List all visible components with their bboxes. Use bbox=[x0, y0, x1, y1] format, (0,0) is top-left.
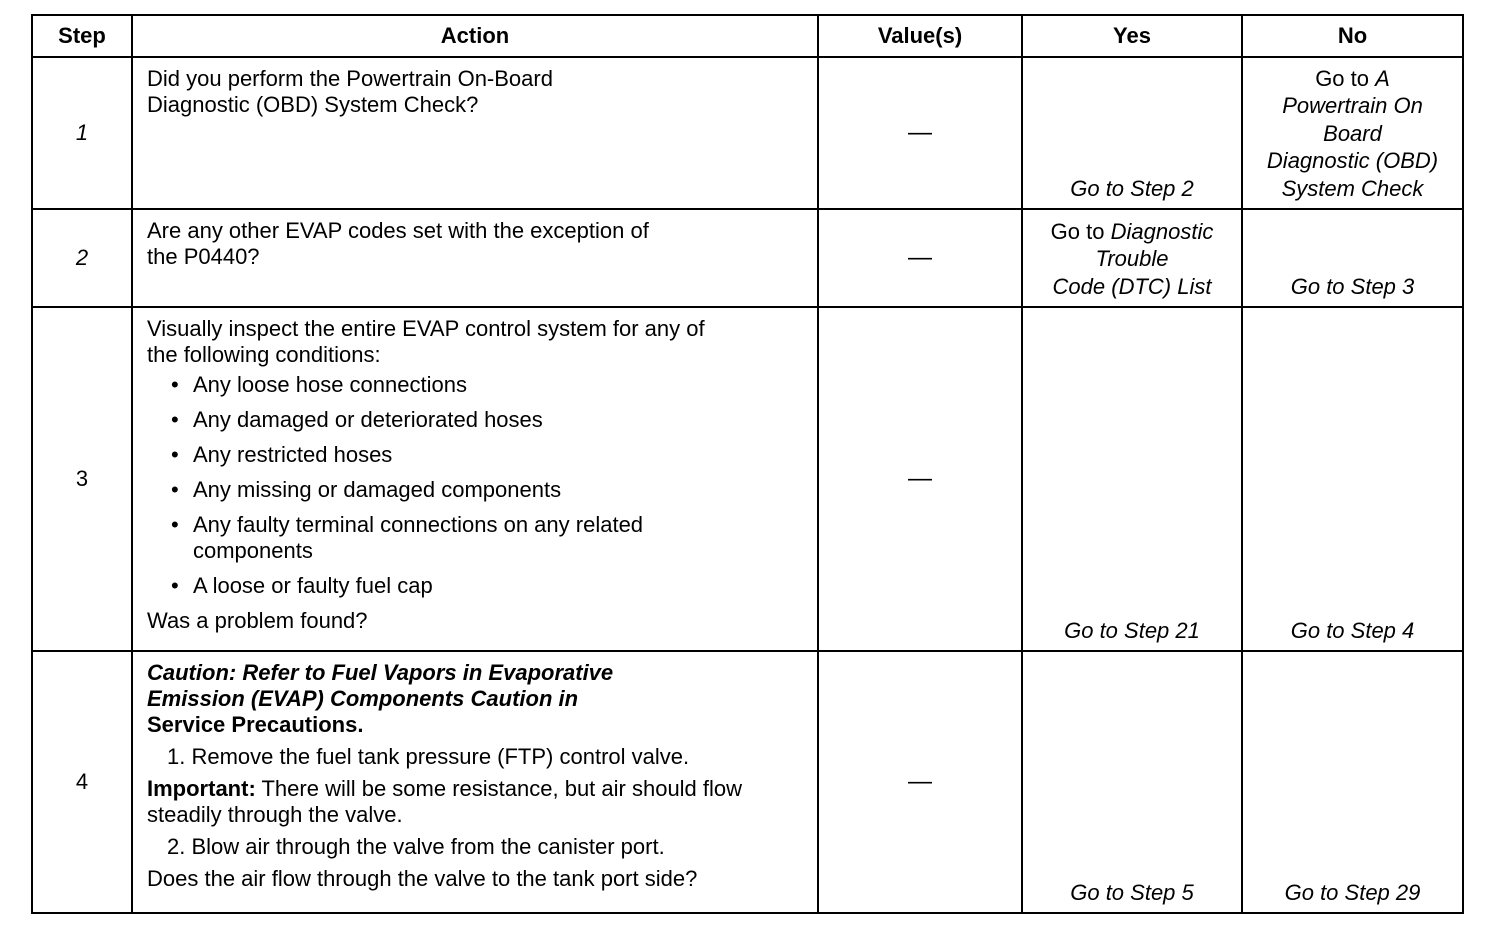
yes-cell: Go to Step 2 bbox=[1022, 57, 1242, 209]
action-cell bbox=[132, 651, 818, 913]
list-item: • Any loose hose connections bbox=[169, 372, 805, 398]
action-line: Are any other EVAP codes set with the exception of bbox=[147, 218, 649, 243]
step-number: 1 bbox=[32, 57, 132, 209]
important-text: There will be some resistance, but air should flow steadily through the valve. bbox=[147, 776, 743, 827]
value-cell: — bbox=[818, 307, 1022, 651]
value-cell: — bbox=[818, 57, 1022, 209]
header-yes: Yes bbox=[1022, 15, 1242, 57]
table-row bbox=[32, 651, 1463, 913]
no-cell: Go to Step 3 bbox=[1242, 209, 1463, 307]
list-item: • A loose or faulty fuel cap bbox=[169, 573, 805, 599]
action-cell bbox=[132, 209, 818, 307]
no-cell: Go to Step 4 bbox=[1242, 307, 1463, 651]
caution-line: Caution: Refer to Fuel Vapors in Evaporative bbox=[147, 660, 614, 685]
action-cell bbox=[132, 307, 818, 651]
header-values: Value(s) bbox=[818, 15, 1022, 57]
no-link: A bbox=[1375, 65, 1390, 91]
list-item: • Any damaged or deteriorated hoses bbox=[169, 407, 805, 433]
table-row bbox=[32, 57, 1463, 209]
yes-link: Trouble bbox=[1095, 246, 1169, 271]
step-number: 3 bbox=[32, 307, 132, 651]
table-row bbox=[32, 307, 1463, 651]
procedure-step: 2. Blow air through the valve from the canister port. bbox=[167, 834, 665, 859]
no-cell bbox=[1242, 57, 1463, 209]
diagnostic-table bbox=[31, 14, 1464, 914]
important-label: Important: bbox=[147, 776, 256, 801]
no-prefix: Go to bbox=[1315, 65, 1369, 91]
header-no: No bbox=[1242, 15, 1463, 57]
table-row bbox=[32, 209, 1463, 307]
step-number: 4 bbox=[32, 651, 132, 913]
yes-link: Code (DTC) List bbox=[1052, 273, 1212, 299]
question: Was a problem found? bbox=[147, 608, 368, 633]
no-link: Powertrain On bbox=[1282, 93, 1423, 118]
value-cell: — bbox=[818, 651, 1022, 913]
caution-tail: Service Precautions. bbox=[147, 712, 364, 737]
yes-prefix: Go to bbox=[1050, 218, 1105, 244]
list-item: • Any restricted hoses bbox=[169, 442, 805, 468]
action-cell bbox=[132, 57, 818, 209]
header-step: Step bbox=[32, 15, 132, 57]
list-item: • Any faulty terminal connections on any related components bbox=[169, 512, 805, 564]
procedure-step: 1. Remove the fuel tank pressure (FTP) control valve. bbox=[167, 744, 690, 769]
header-row bbox=[32, 15, 1463, 57]
header-action: Action bbox=[132, 15, 818, 57]
important-note bbox=[147, 776, 805, 828]
yes-link: Diagnostic bbox=[1110, 218, 1214, 244]
action-line: Visually inspect the entire EVAP control system for any of bbox=[147, 316, 705, 341]
action-line: Did you perform the Powertrain On-Board bbox=[147, 66, 553, 91]
no-link: Board bbox=[1323, 120, 1382, 146]
action-line: the following conditions: bbox=[147, 342, 381, 367]
no-link: System Check bbox=[1281, 175, 1424, 201]
action-line: the P0440? bbox=[147, 244, 260, 269]
no-link: Diagnostic (OBD) bbox=[1266, 148, 1439, 173]
caution-line: Emission (EVAP) Components Caution in bbox=[147, 686, 579, 711]
action-line: Diagnostic (OBD) System Check? bbox=[147, 92, 479, 117]
no-cell: Go to Step 29 bbox=[1242, 651, 1463, 913]
list-item: • Any missing or damaged components bbox=[169, 477, 805, 503]
yes-cell: Go to Step 21 bbox=[1022, 307, 1242, 651]
question: Does the air flow through the valve to the tank port side? bbox=[147, 866, 698, 891]
condition-list bbox=[169, 372, 805, 599]
step-number: 2 bbox=[32, 209, 132, 307]
yes-cell: Go to Step 5 bbox=[1022, 651, 1242, 913]
value-cell: — bbox=[818, 209, 1022, 307]
yes-cell bbox=[1022, 209, 1242, 307]
